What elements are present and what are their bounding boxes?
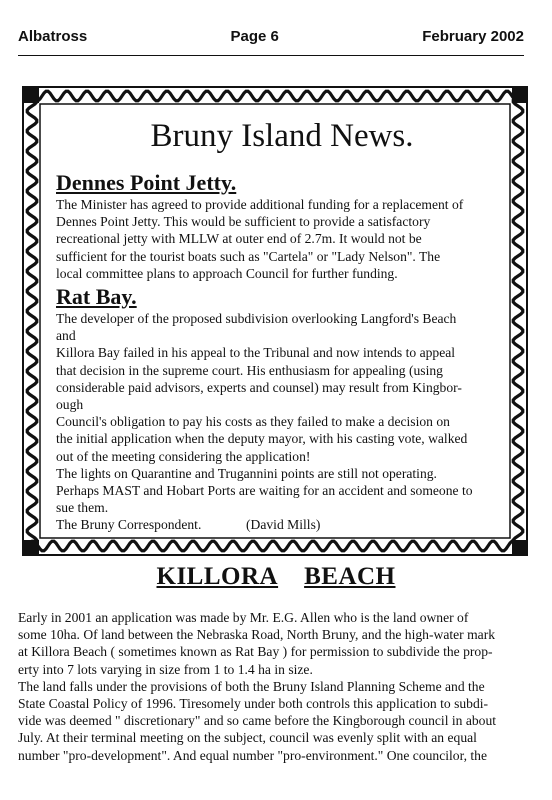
text-line: Perhaps MAST and Hobart Ports are waiting for an accident and someone to bbox=[56, 483, 473, 499]
text-line: The land falls under the provisions of both the Bruny Island Planning Scheme and the bbox=[18, 678, 485, 694]
text-line: that decision in the supreme court. His enthusiasm for appealing (using bbox=[56, 362, 443, 378]
news-title: Bruny Island News. bbox=[150, 118, 414, 154]
text-line: The Minister has agreed to provide additional funding for a replacement of bbox=[56, 197, 464, 212]
news-box bbox=[22, 86, 528, 556]
text-line: some 10ha. Of land between the Nebraska Road, North Bruny, and the high-water mark bbox=[18, 627, 496, 643]
text-line: out of the meeting considering the application! bbox=[56, 448, 311, 464]
text-line: sufficient for the tourist boats such as "Cartela" or "Lady Nelson". The bbox=[56, 248, 441, 264]
text-line: Killora Bay failed in his appeal to the Tribunal and now intends to appeal bbox=[56, 345, 456, 361]
article-body bbox=[18, 609, 538, 764]
text-line: The lights on Quarantine and Trugannini points are still not operating. bbox=[56, 465, 437, 481]
page-header bbox=[18, 28, 524, 54]
signature-line bbox=[56, 516, 498, 533]
text-line: recreational jetty with MLLW at outer end of 2.7m. It would not be bbox=[56, 231, 422, 247]
text-line: local committee plans to approach Council for further funding. bbox=[56, 265, 398, 281]
text-line: ough bbox=[56, 397, 84, 413]
text-line: at Killora Beach ( sometimes known as Rat Bay ) for permission to subdivide the prop- bbox=[18, 644, 493, 660]
page-number: Page 6 bbox=[230, 28, 279, 45]
text-line: Early in 2001 an application was made by Mr. E.G. Allen who is the land owner of bbox=[18, 610, 469, 625]
article-title-word: KILLORA bbox=[156, 563, 279, 590]
text-line: State Coastal Policy of 1996. Tiresomely under both controls this application to subdi- bbox=[18, 696, 489, 712]
section-body-dennes-point bbox=[56, 196, 498, 282]
text-line: considerable paid advisors, experts and counsel) may result from Kingbor- bbox=[56, 379, 462, 395]
section-body-rat-bay bbox=[56, 310, 498, 534]
text-line: The developer of the proposed subdivision overlooking Langford's Beach bbox=[56, 311, 457, 327]
article-title bbox=[0, 562, 552, 592]
text-line: and bbox=[56, 328, 76, 344]
text-line: the initial application when the deputy mayor, with his casting vote, walked bbox=[56, 431, 468, 447]
text-line: sue them. bbox=[56, 500, 109, 516]
section-heading-rat-bay: Rat Bay. bbox=[56, 284, 137, 310]
news-content bbox=[56, 116, 498, 536]
correspondent-name: The Bruny Correspondent. bbox=[56, 517, 202, 533]
text-line: Council's obligation to pay his costs as they failed to make a decision on bbox=[56, 414, 450, 430]
author-name: (David Mills) bbox=[246, 517, 321, 533]
header-rule bbox=[18, 55, 524, 56]
text-line: Dennes Point Jetty. This would be sufficient to provide a satisfactory bbox=[56, 214, 431, 230]
text-line: number "pro-development". And equal number "pro-environment." One councilor, the bbox=[18, 747, 487, 763]
text-line: July. At their terminal meeting on the subject, council was evenly split with an equal bbox=[18, 730, 477, 746]
publication-name: Albatross bbox=[18, 28, 88, 45]
text-line: vide was deemed " discretionary" and so came before the Kingborough council in about bbox=[18, 713, 497, 729]
section-heading-dennes-point: Dennes Point Jetty. bbox=[56, 170, 237, 195]
article-title-word: BEACH bbox=[304, 563, 396, 590]
text-line: erty into 7 lots varying in size from 1 to 1.4 ha in size. bbox=[18, 661, 313, 677]
issue-date: February 2002 bbox=[422, 28, 524, 45]
